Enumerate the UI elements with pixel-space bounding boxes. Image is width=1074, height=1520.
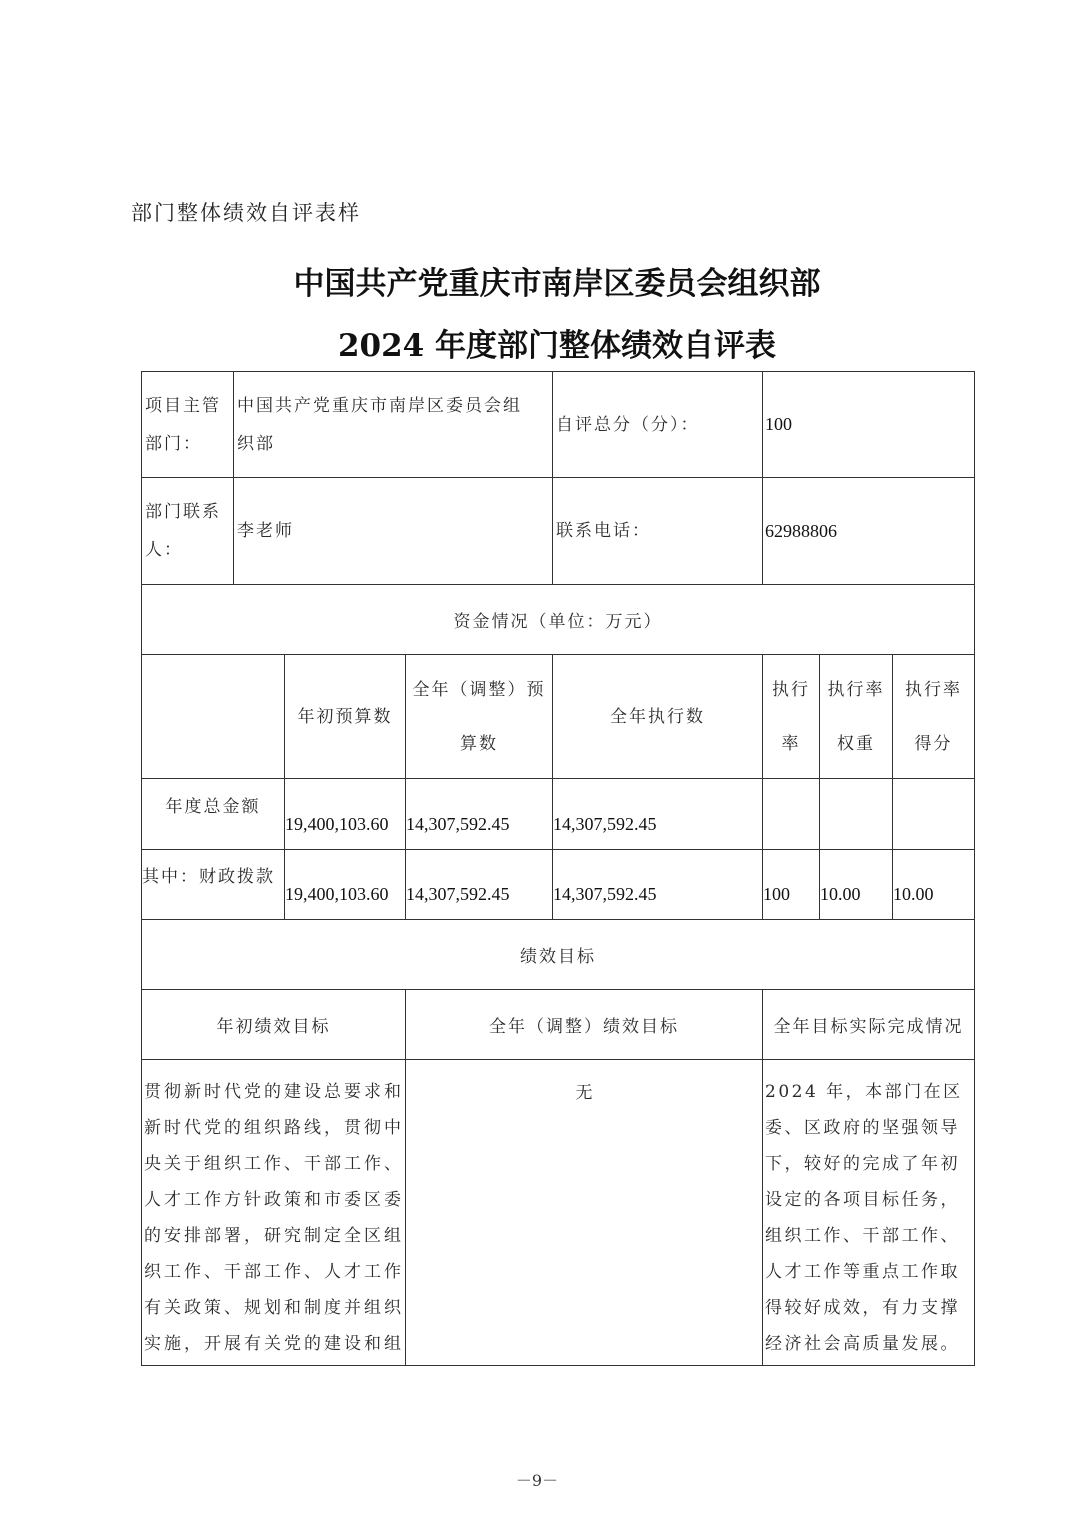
funds-section-title: 资金情况（单位：万元） <box>142 585 975 655</box>
document-title-line2: 2024 年度部门整体绩效自评表 <box>337 328 777 364</box>
funds-header-initial-budget: 年初预算数 <box>285 655 406 779</box>
goals-header-initial: 年初绩效目标 <box>142 990 406 1060</box>
score-label: 自评总分（分）： <box>553 372 763 478</box>
funds-header-row <box>142 655 975 779</box>
funds-cell-rate <box>763 779 820 850</box>
document-caption: 部门整体绩效自评表样 <box>131 201 361 225</box>
info-row-contact <box>142 478 975 585</box>
initial-goal-text: 贯彻新时代党的建设总要求和新时代党的组织路线，贯彻中央关于组织工作、干部工作、人才工作方针政策和市委区委的安排部署，研究制定全区组织工作、干部工作、人才工作有关政策、规划和制度并组织实施，开展有关党的建设和组 <box>142 1060 406 1366</box>
funds-row-label: 年度总金额 <box>142 779 285 850</box>
actual-completion-text: 2024 年，本部门在区委、区政府的坚强领导下，较好的完成了年初设定的各项目标任务，组织工作、干部工作、人才工作等重点工作取得较好成效，有力支撑经济社会高质量发展。 <box>763 1060 975 1366</box>
goals-header-row <box>142 990 975 1060</box>
funds-cell-weight <box>820 779 893 850</box>
funds-cell-executed: 14,307,592.45 <box>553 779 763 850</box>
dept-label: 项目主管部门： <box>142 372 234 478</box>
document-title-line1: 中国共产党重庆市南岸区委员会组织部 <box>293 266 821 302</box>
phone-label: 联系电话： <box>553 478 763 585</box>
page-number: －9－ <box>515 1471 559 1490</box>
funds-section-row <box>142 585 975 655</box>
funds-cell-score <box>893 779 975 850</box>
funds-row-label: 其中：财政拨款 <box>142 850 285 920</box>
funds-cell-executed: 14,307,592.45 <box>553 850 763 920</box>
funds-cell-score: 10.00 <box>893 850 975 920</box>
funds-header-executed: 全年执行数 <box>553 655 763 779</box>
funds-cell-initial-budget: 19,400,103.60 <box>285 850 406 920</box>
funds-cell-initial-budget: 19,400,103.60 <box>285 779 406 850</box>
goals-section-row <box>142 920 975 990</box>
funds-cell-weight: 10.00 <box>820 850 893 920</box>
funds-cell-adjusted-budget: 14,307,592.45 <box>406 779 553 850</box>
goals-header-adjusted: 全年（调整）绩效目标 <box>406 990 763 1060</box>
adjusted-goal-text: 无 <box>406 1060 763 1366</box>
funds-cell-adjusted-budget: 14,307,592.45 <box>406 850 553 920</box>
goals-content-row <box>142 1060 975 1366</box>
goals-header-actual: 全年目标实际完成情况 <box>763 990 975 1060</box>
funds-header-weight: 执行率权重 <box>820 655 893 779</box>
funds-header-blank <box>142 655 285 779</box>
contact-value: 李老师 <box>234 478 553 585</box>
funds-header-adjusted-budget: 全年（调整）预算数 <box>406 655 553 779</box>
goals-section-title: 绩效目标 <box>142 920 975 990</box>
funds-header-rate: 执行率 <box>763 655 820 779</box>
contact-label: 部门联系人： <box>142 478 234 585</box>
funds-row-total <box>142 779 975 850</box>
dept-value: 中国共产党重庆市南岸区委员会组织部 <box>234 372 553 478</box>
funds-cell-rate: 100 <box>763 850 820 920</box>
info-row-department <box>142 372 975 478</box>
phone-value: 62988806 <box>763 478 975 585</box>
funds-row-fiscal <box>142 850 975 920</box>
evaluation-table <box>141 371 975 1366</box>
funds-header-score: 执行率得分 <box>893 655 975 779</box>
score-value: 100 <box>763 372 975 478</box>
